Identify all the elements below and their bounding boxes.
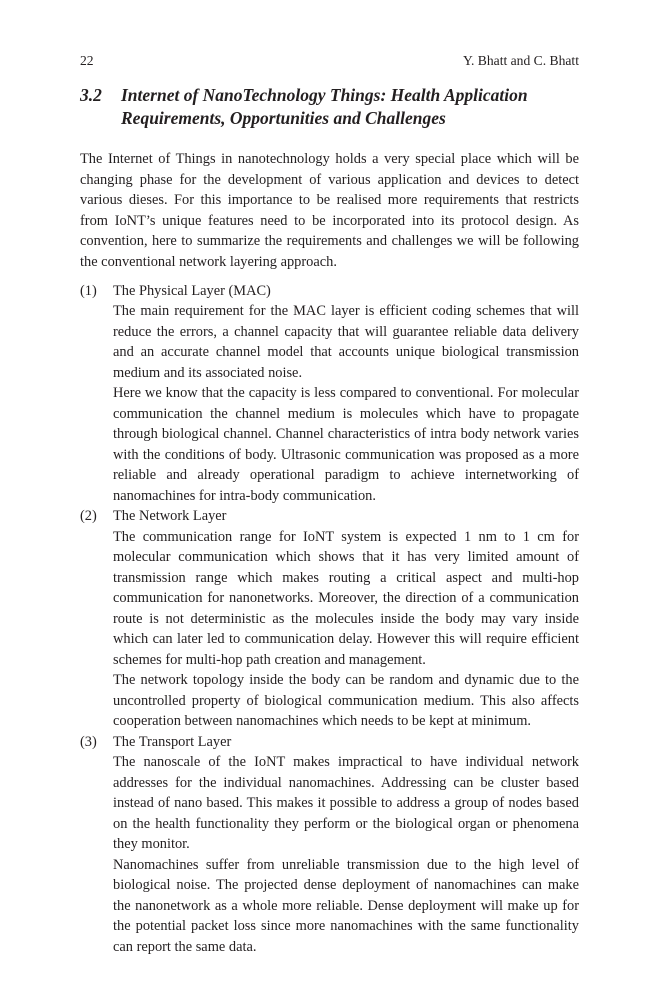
layer-list — [80, 281, 579, 958]
list-item-transport-layer — [80, 732, 579, 958]
list-item-paragraph: Here we know that the capacity is less compared to conventional. For molecular communication the channel medium is molecules which have to propagate through biological channel. Channel characteristics of intra body network varies with the conditions of body. Ultrasonic communication was proposed as a more reliable and already operational paradigm to achieve internetworking of nanomachines for intra-body communication. — [113, 385, 579, 504]
running-head — [80, 52, 579, 70]
list-item-heading — [80, 281, 579, 302]
list-item-title: The Physical Layer (MAC) — [113, 282, 271, 299]
page-number: 22 — [80, 53, 94, 68]
list-item-title: The Network Layer — [113, 508, 227, 524]
list-item-paragraph: The network topology inside the body can be random and dynamic due to the uncontrolled property of biological communication medium. This also affects cooperation between nanomachines which needs to be kept at minimum. — [113, 672, 579, 729]
running-head-authors: Y. Bhatt and C. Bhatt — [462, 53, 579, 68]
list-item-paragraph: The main requirement for the MAC layer is efficient coding schemes that will reduce the errors, a channel capacity that will guarantee reliable data delivery and an accurate channel model that accounts unique biological transmission medium and its associated noise. — [113, 303, 579, 381]
page — [80, 0, 579, 1000]
list-item-physical-layer — [80, 281, 579, 507]
intro-paragraph: The Internet of Things in nanotechnology holds a very special place which will be changing phase for the development of various application and devices to detect various dieses. For this importance to be realised more requirements that restricts from IoNT’s unique features need to be incorporated into its protocol design. As convention, here to summarize the requirements and challenges we will be following the conventional network layering approach. — [80, 151, 579, 270]
body-text — [80, 149, 579, 957]
list-item-paragraph: The communication range for IoNT system is expected 1 nm to 1 cm for molecular communication which shows that it has very limited amount of transmission range which makes routing a critical aspect and multi-hop communication for nanonetworks. Moreover, the direction of a communication route is not deterministic as the molecules inside the body may vary inside which can later led to communication delay. However this will require efficient schemes for multi-hop path creation and management. — [113, 528, 579, 668]
list-item-network-layer — [80, 506, 579, 732]
list-item-heading — [80, 732, 579, 753]
list-item-number: (2) — [80, 508, 97, 524]
list-item-paragraph: The nanoscale of the IoNT makes impractical to have individual network addresses for the individual nanomachines. Addressing can be cluster based instead of nano based. This makes it possible to address a group of nodes based on the health functionality they perform or the biological organ or phenomena they monitor. — [113, 754, 579, 852]
list-item-number: (3) — [80, 733, 97, 750]
list-item-number: (1) — [80, 282, 97, 299]
section-heading — [80, 84, 579, 130]
section-number: 3.2 — [80, 85, 102, 105]
section-title: Internet of NanoTechnology Things: Health Application Requirements, Opportunities and Challenges — [121, 85, 528, 128]
list-item-paragraph: Nanomachines suffer from unreliable transmission due to the high level of biological noise. The projected dense deployment of nanomachines can make the nanonetwork as a whole more reliable. Dense deployment will make up for the potential packet loss since more nanomachines with the same functionality can report the same data. — [113, 856, 579, 955]
list-item-title: The Transport Layer — [113, 733, 232, 750]
list-item-heading — [80, 506, 579, 527]
